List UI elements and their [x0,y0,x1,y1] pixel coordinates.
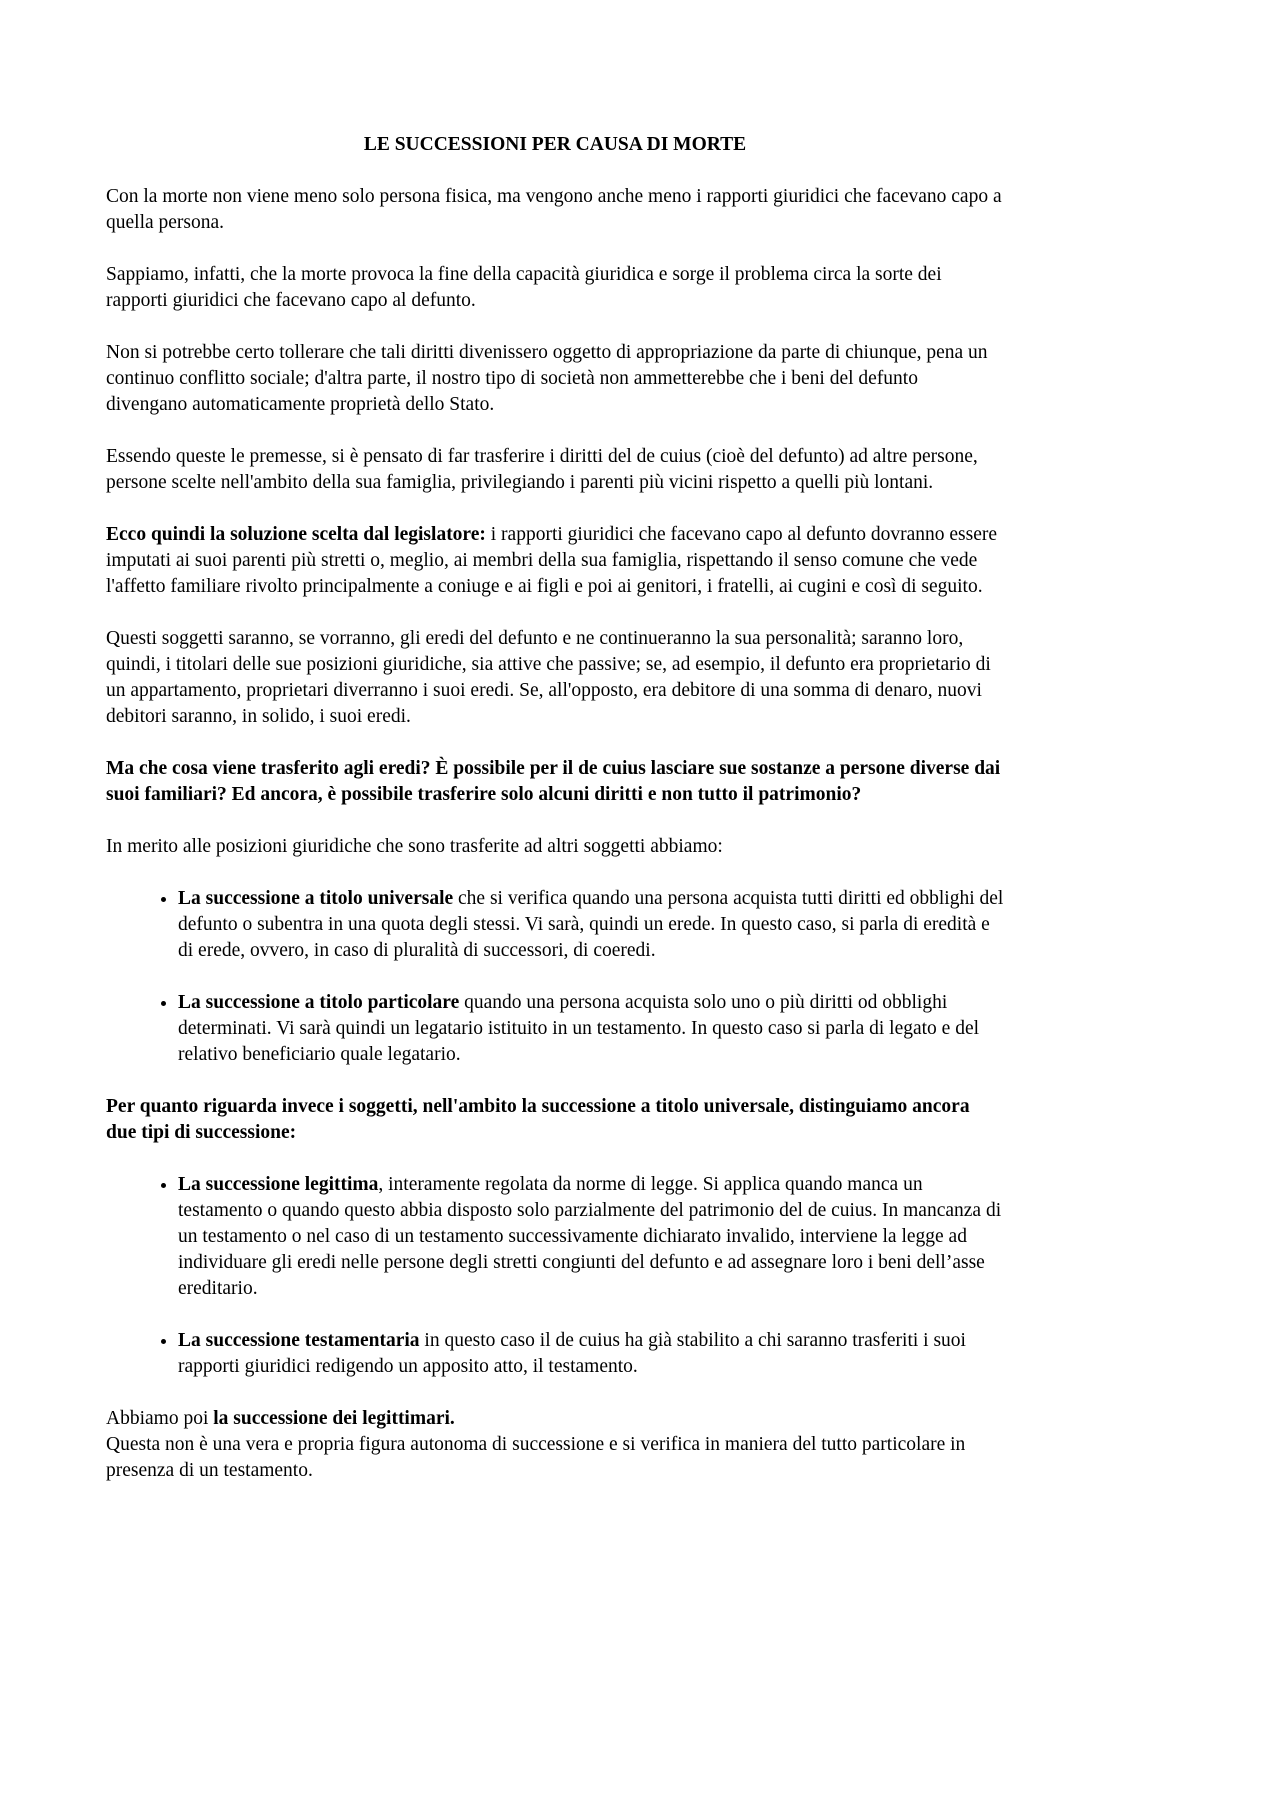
para-premessa-morte: Con la morte non viene meno solo persona fisica, ma vengono anche meno i rapporti giuridici che facevano capo a quella persona. [106,186,1002,233]
list-item-successione-particolare [178,990,1004,1068]
list-tipi-successione-titolo [106,886,1004,1068]
para-eredi-personalita: Questi soggetti saranno, se vorranno, gli eredi del defunto e ne continueranno la sua personalità; saranno loro, quindi, i titolari delle sue posizioni giuridiche, sia attive che passive; se, ad esempio, il defunto era proprietario di un appartamento, proprietari diverranno i suoi eredi. Se, all'opposto, era debitore di una somma di denaro, nuovi debitori saranno, in solido, i suoi eredi. [106,628,991,727]
bold-lead-legislatore: Ecco quindi la soluzione scelta dal legislatore: [106,524,486,545]
para-capacita-giuridica: Sappiamo, infatti, che la morte provoca la fine della capacità giuridica e sorge il problema circa la sorte dei rapporti giuridici che facevano capo al defunto. [106,264,942,311]
list-item-successione-testamentaria [178,1328,1004,1380]
para-domande-trasferimento: Ma che cosa viene trasferito agli eredi? È possibile per il de cuius lasciare sue sostanze a persone diverse dai suoi familiari? Ed ancora, è possibile trasferire solo alcuni diritti e non tutto il patrimonio? [106,758,1001,805]
para-appropriazione: Non si potrebbe certo tollerare che tali diritti divenissero oggetto di appropriazione da parte di chiunque, pena un continuo conflitto sociale; d'altra parte, il nostro tipo di società non ammetterebbe che i beni del defunto divengano automaticamente proprietà dello Stato. [106,342,988,415]
bullet-term-universale: La successione a titolo universale [178,888,454,909]
document-title: LE SUCCESSIONI PER CAUSA DI MORTE [363,134,747,155]
list-item-successione-universale [178,886,1004,964]
bullet-term-legittima: La successione legittima [178,1174,379,1195]
para-posizioni-giuridiche-intro: In merito alle posizioni giuridiche che sono trasferite ad altri soggetti abbiamo: [106,836,723,857]
bullet-desc-legittima: , interamente regolata da norme di legge. Si applica quando manca un testamento o quando questo abbia disposto solo parzialmente del patrimonio del de cuius. In mancanza di un testamento o nel caso di un testamento successivamente dichiarato invalido, interviene la legge ad individuare gli eredi nelle persone degli stretti congiunti del defunto e ad assegnare loro i beni dell’asse ereditario. [178,1174,1002,1299]
bullet-term-testamentaria: La successione testamentaria [178,1330,420,1351]
bullet-desc-universale: che si verifica quando una persona acquista tutti diritti ed obblighi del defunto o subentra in una quota degli stessi. Vi sarà, quindi un erede. In questo caso, si parla di eredità e di erede, ovvero, in caso di pluralità di successori, di coeredi. [178,888,1004,961]
text-lead-legittimari: Abbiamo poi [106,1408,214,1429]
list-item-successione-legittima [178,1172,1004,1302]
bold-legittimari: la successione dei legittimari. [213,1408,455,1429]
para-soluzione-legislatore [106,522,1004,600]
para-de-cuius-trasferimento: Essendo queste le premesse, si è pensato di far trasferire i diritti del de cuius (cioè del defunto) ad altre persone, persone scelte nell'ambito della sua famiglia, privilegiando i parenti più vicini rispetto a quelli più lontani. [106,446,978,493]
list-tipi-successione-universale [106,1172,1004,1380]
para-soggetti-distinzione: Per quanto riguarda invece i soggetti, nell'ambito la successione a titolo universale, distinguiamo ancora due tipi di successione: [106,1096,970,1143]
para-successione-legittimari [106,1406,1004,1432]
bullet-desc-testamentaria: in questo caso il de cuius ha già stabilito a chi saranno trasferiti i suoi rapporti giuridici redigendo un apposito atto, il testamento. [178,1330,966,1377]
text-rest-legislatore: i rapporti giuridici che facevano capo al defunto dovranno essere imputati ai suoi parenti più stretti o, meglio, ai membri della sua famiglia, rispettando il senso comune che vede l'affetto familiare rivolto principalmente a coniuge e ai figli e poi ai genitori, i fratelli, ai cugini e così di seguito. [106,524,998,597]
para-legittimari-descrizione: Questa non è una vera e propria figura autonoma di successione e si verifica in maniera del tutto particolare in presenza di un testamento. [106,1434,966,1481]
bullet-term-particolare: La successione a titolo particolare [178,992,460,1013]
bullet-desc-particolare: quando una persona acquista solo uno o più diritti od obblighi determinati. Vi sarà quindi un legatario istituito in un testamento. In questo caso si parla di legato e del relativo beneficiario quale legatario. [178,992,980,1065]
